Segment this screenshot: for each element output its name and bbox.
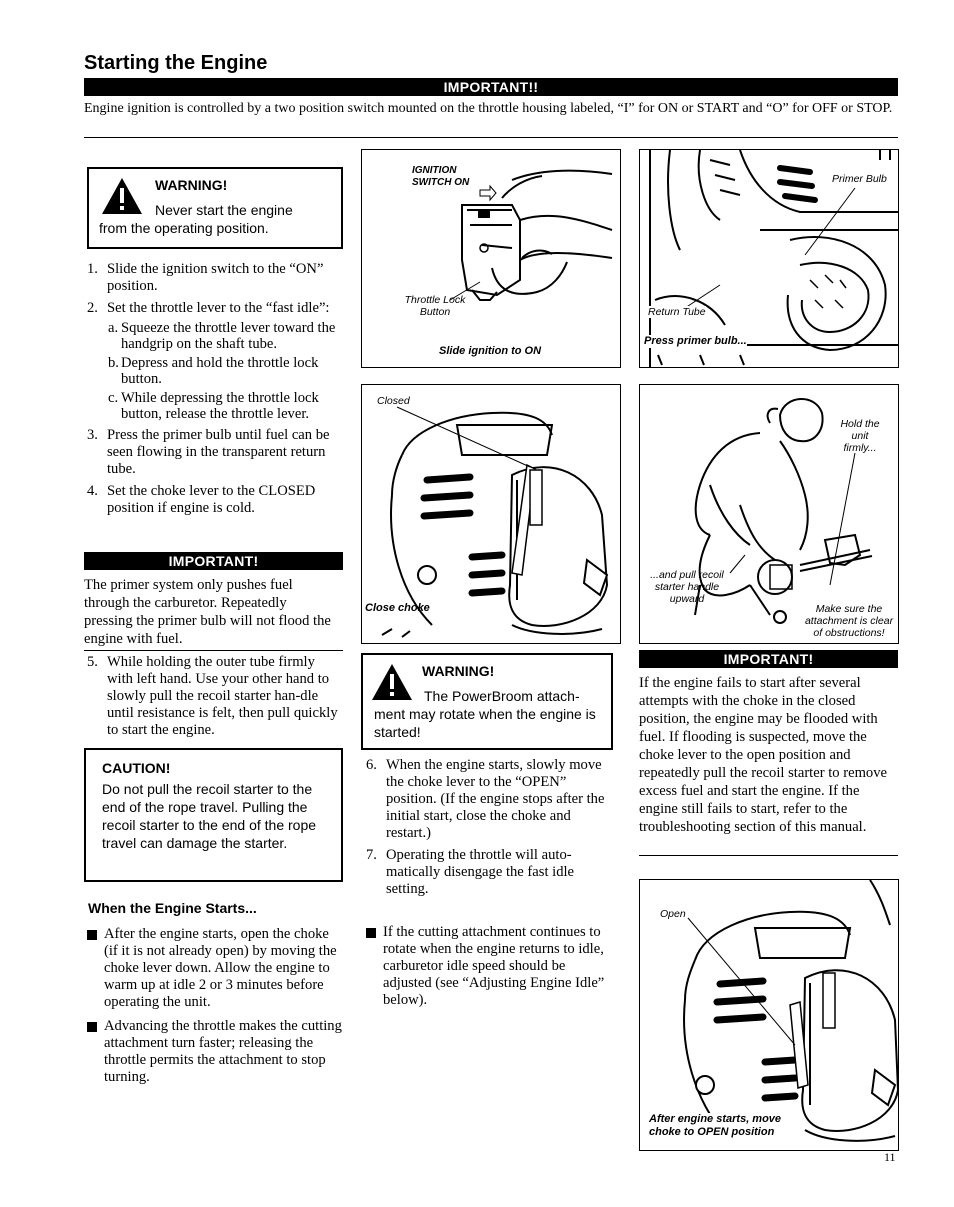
step-item [363,847,613,898]
step-number: 1. [87,261,98,277]
label-ignition-switch-on: IGNITION SWITCH ON [412,165,470,188]
figure-choke-open [639,879,899,1151]
substep-label: a. [108,320,119,336]
substep-item [84,355,346,387]
step-item [84,300,346,317]
step-item [84,427,346,478]
step-text: Operating the throttle will auto-matically disengage the fast idle setting. [386,847,575,897]
caution-text: Do not pull the recoil starter to the end of the rope travel. Pulling the recoil starter to the end of the rope travel can damage the starter. [102,781,317,851]
page-number: 11 [884,1150,896,1164]
substep-label: b. [108,355,119,371]
figure-primer-bulb [639,149,899,368]
label-throttle-lock-button: Throttle Lock Button [404,294,466,318]
warning-text-2: ment may rotate when the engine is started! [374,706,596,740]
when-engine-starts-heading: When the Engine Starts... [88,900,257,916]
warning-text-2: from the operating position. [99,220,269,236]
bullet-square-icon [366,928,376,938]
when-starts-list [84,926,342,1093]
caution-box [84,748,343,882]
divider [84,650,343,651]
divider [639,855,898,856]
label-return-tube: Return Tube [648,306,706,318]
substep-text: Depress and hold the throttle lock button. [121,355,319,387]
bullet-text: After the engine starts, open the choke (if it is not already open) by moving the choke lever down. Allow the engine to warm up at idle 2 or 3 minutes before operating the unit. [104,926,337,1010]
step-text: While holding the outer tube firmly with left hand. Use your other hand to slowly pull the recoil starter han-dle until resistance is felt, then pull quickly to start the engine. [107,654,338,738]
divider [84,137,898,138]
label-closed: Closed [377,395,410,407]
substep-item [84,390,346,422]
caption-open-choke: After engine starts, move choke to OPEN position [649,1113,799,1139]
step-5 [84,654,344,744]
important-banner-text: Engine ignition is controlled by a two position switch mounted on the throttle housing labeled, “I” for ON or START and “O” for OFF or STOP. [84,101,893,116]
step-number: 6. [366,757,377,773]
bullet-text: If the cutting attachment continues to rotate when the engine returns to idle, carburetor idle speed should be adjusted (see “Adjusting Engine Idle” below). [383,924,605,1008]
important-text: The primer system only pushes fuel through the carburetor. Repeatedly pressing the primer bulb will not flood the engine with fuel. [84,577,331,647]
warning-text-1: The PowerBroom attach- [424,688,580,704]
warning-triangle-icon [371,663,413,701]
engine-choke-open-illustration [640,880,898,1150]
figure-pull-starter [639,384,899,644]
substep-text: While depressing the throttle lock button, release the throttle lever. [121,390,319,422]
page-title: Starting the Engine [84,52,268,74]
substep-item [84,320,346,352]
bullet-item [84,926,342,1011]
bullet-square-icon [87,1022,97,1032]
step-text: Set the throttle lever to the “fast idle”: [107,300,330,316]
important-label: IMPORTANT! [84,552,343,570]
bullet-item [363,924,615,1009]
step-number: 5. [87,654,98,670]
caption-press-primer-bulb: Press primer bulb... [644,335,747,347]
caption-slide-ignition: Slide ignition to ON [439,345,542,357]
step-item [84,483,346,517]
caution-title: CAUTION! [102,760,171,776]
step-text: Set the choke lever to the CLOSED position if engine is cold. [107,483,316,516]
important-label: IMPORTANT! [639,650,898,668]
warning-box-start [87,167,343,249]
warning-box-rotate [361,653,613,750]
figure-ignition-switch [361,149,621,368]
label-primer-bulb: Primer Bulb [832,173,887,185]
step-text: Slide the ignition switch to the “ON” position. [107,261,324,294]
label-hold-unit: Hold the unit firmly... [840,418,880,454]
substep-label: c. [108,390,119,406]
steps-list-2 [363,757,613,903]
important-banner-label: IMPORTANT!! [84,78,898,96]
substep-text: Squeeze the throttle lever toward the handgrip on the shaft tube. [121,320,336,352]
figure-choke-closed [361,384,621,644]
steps-list-1 [84,261,346,522]
step-number: 4. [87,483,98,499]
caption-close-choke: Close choke [365,602,430,614]
step-item [84,261,346,295]
warning-triangle-icon [101,177,143,215]
step-item [363,757,613,842]
label-attachment-clear: Make sure the attachment is clear of obstructions! [804,603,894,639]
warning-text-1: Never start the engine [155,202,293,218]
step-number: 2. [87,300,98,316]
warning-title: WARNING! [422,663,495,679]
step-number: 3. [87,427,98,443]
warning-title: WARNING! [155,177,228,193]
bullet-square-icon [87,930,97,940]
important-text: If the engine fails to start after several attempts with the choke in the closed position, the engine may be flooded with fuel. If flooding is suspected, move the choke lever to the open position and repeatedly pull the recoil starter to remove excess fuel and start the engine. If the engine still fails to start, refer to the troubleshooting section of this manual. [639,675,887,835]
label-pull-recoil: ...and pull recoil starter handle upward [650,569,724,605]
step-text: Press the primer bulb until fuel can be seen flowing in the transparent return tube. [107,427,330,477]
bullet-text: Advancing the throttle makes the cutting attachment turn faster; releasing the throttle permits the attachment to stop turning. [104,1018,342,1085]
bullet-item [84,1018,342,1086]
label-open: Open [660,908,686,920]
mid-bullet-list [363,924,615,1016]
step-item [84,654,344,739]
step-number: 7. [366,847,377,863]
step-text: When the engine starts, slowly move the choke lever to the “OPEN” position. (If the engine stops after the initial start, close the choke and restart.) [386,757,605,841]
